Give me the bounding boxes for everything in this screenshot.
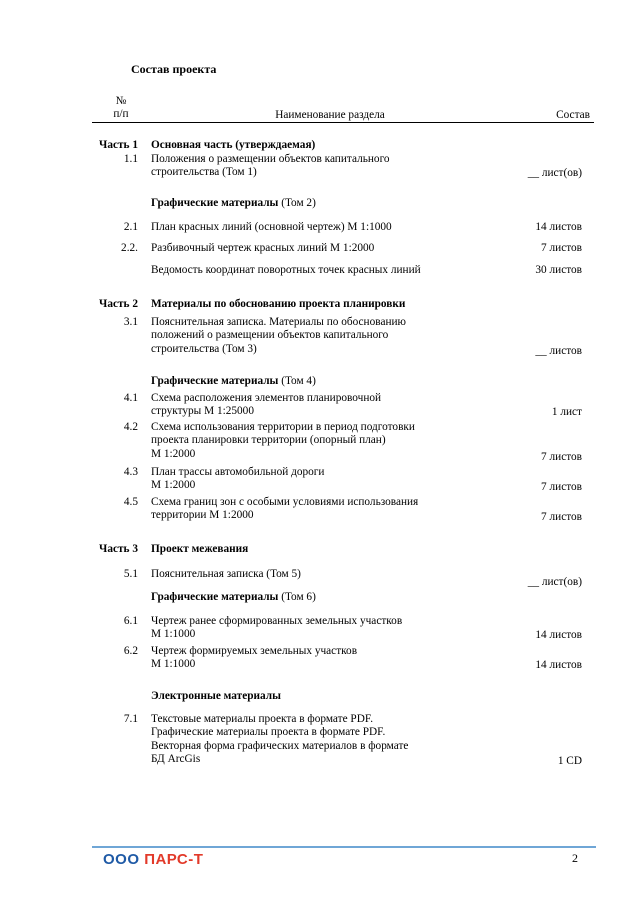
item-number: 2.2. <box>121 242 138 254</box>
item-text-line: строительства (Том 3) <box>151 342 257 355</box>
item-text-line: М 1:2000 <box>151 447 196 460</box>
item-text-line: территории М 1:2000 <box>151 509 254 522</box>
item-text-line: Схема границ зон с особыми условиями использования <box>151 496 419 508</box>
item-text <box>151 496 486 523</box>
item-text-line: М 1:2000 <box>151 479 196 492</box>
item-number: 2.1 <box>123 221 138 233</box>
item-text-line: БД ArcGis <box>151 753 201 766</box>
page-title: Состав проекта <box>131 62 217 76</box>
item-number: 6.2 <box>123 645 138 657</box>
column-header-name: Наименование раздела <box>275 109 385 121</box>
item-number: 5.1 <box>123 568 138 580</box>
item-text <box>151 713 486 767</box>
item-text <box>151 153 486 180</box>
item-text <box>151 615 486 642</box>
section-heading-suffix: (Том 6) <box>278 591 316 603</box>
item-text-line: структуры М 1:25000 <box>151 405 254 418</box>
item-text-line: строительства (Том 1) <box>151 166 257 179</box>
item-composition: 7 листов <box>541 481 582 493</box>
section-heading <box>151 690 486 703</box>
item-text: Ведомость координат поворотных точек красных линий <box>151 264 421 276</box>
item-number: 3.1 <box>123 316 138 328</box>
item-composition: 7 листов <box>541 511 582 523</box>
item-composition: __ лист(ов) <box>527 167 582 179</box>
section-heading-bold: Электронные материалы <box>151 690 281 702</box>
company-logo <box>103 853 203 866</box>
item-text <box>151 421 486 461</box>
part-title: Основная часть (утверждаемая) <box>151 139 316 151</box>
column-header-composition: Состав <box>556 109 590 121</box>
section-heading <box>151 197 486 210</box>
part-title: Материалы по обоснованию проекта планировки <box>151 298 406 310</box>
item-text-line: М 1:1000 <box>151 658 196 671</box>
item-composition: 7 листов <box>541 242 582 254</box>
item-text-line: Схема использования территории в период подготовки <box>151 421 415 433</box>
item-text-line: План трассы автомобильной дороги <box>151 466 325 478</box>
item-composition: 1 CD <box>557 755 582 767</box>
item-text-line: проекта планировки территории (опорный план) <box>151 434 386 447</box>
item-text <box>151 645 486 672</box>
item-text-line: М 1:1000 <box>151 628 196 641</box>
item-number: 4.5 <box>123 496 138 508</box>
section-heading-suffix: (Том 2) <box>278 197 316 209</box>
column-header-number-line2: п/п <box>113 108 129 120</box>
section-heading <box>151 591 486 604</box>
item-number: 4.2 <box>123 421 138 433</box>
section-heading-bold: Графические материалы <box>151 197 279 209</box>
item-composition: __ листов <box>535 345 582 357</box>
item-text: Пояснительная записка (Том 5) <box>151 568 301 580</box>
item-text: Разбивочный чертеж красных линий М 1:2000 <box>151 242 375 254</box>
header-divider <box>92 122 594 123</box>
item-number: 4.3 <box>123 466 138 478</box>
item-number: 7.1 <box>123 713 138 725</box>
part-label: Часть 2 <box>99 298 138 310</box>
item-composition: 1 лист <box>551 406 582 418</box>
logo-part1: ООО <box>103 851 140 868</box>
item-composition: __ лист(ов) <box>527 576 582 588</box>
section-heading-bold: Графические материалы <box>151 375 279 387</box>
item-text: План красных линий (основной чертеж) М 1:1000 <box>151 221 392 233</box>
item-composition: 14 листов <box>535 659 582 671</box>
item-composition: 7 листов <box>541 451 582 463</box>
item-text-line: Текстовые материалы проекта в формате PDF. <box>151 713 374 725</box>
footer-divider <box>92 846 596 848</box>
page-number: 2 <box>572 851 578 865</box>
section-heading-suffix: (Том 4) <box>278 375 316 387</box>
item-text-line: Пояснительная записка. Материалы по обоснованию <box>151 316 406 328</box>
item-composition: 30 листов <box>535 264 582 276</box>
item-text-line: Чертеж ранее сформированных земельных участков <box>151 615 403 627</box>
item-text-line: Графические материалы проекта в формате PDF. <box>151 726 386 739</box>
part-label: Часть 3 <box>99 543 138 555</box>
item-number: 6.1 <box>123 615 138 627</box>
item-composition: 14 листов <box>535 629 582 641</box>
column-header-number <box>104 95 138 121</box>
item-text-line: положений о размещении объектов капитального <box>151 329 389 342</box>
item-text <box>151 392 486 419</box>
section-heading-bold: Графические материалы <box>151 591 279 603</box>
item-text-line: Чертеж формируемых земельных участков <box>151 645 358 657</box>
section-heading <box>151 375 486 388</box>
item-text <box>151 316 486 356</box>
item-text-line: Схема расположения элементов планировочной <box>151 392 382 404</box>
logo-part2: ПАРС-Т <box>144 851 204 868</box>
item-text-line: Положения о размещении объектов капитального <box>151 153 390 165</box>
item-number: 4.1 <box>123 392 138 404</box>
item-text <box>151 466 486 493</box>
column-header-number-line1: № <box>115 95 127 107</box>
item-text-line: Векторная форма графических материалов в формате <box>151 739 409 752</box>
part-title: Проект межевания <box>151 543 249 555</box>
part-label: Часть 1 <box>99 139 138 151</box>
item-number: 1.1 <box>123 153 138 165</box>
item-composition: 14 листов <box>535 221 582 233</box>
